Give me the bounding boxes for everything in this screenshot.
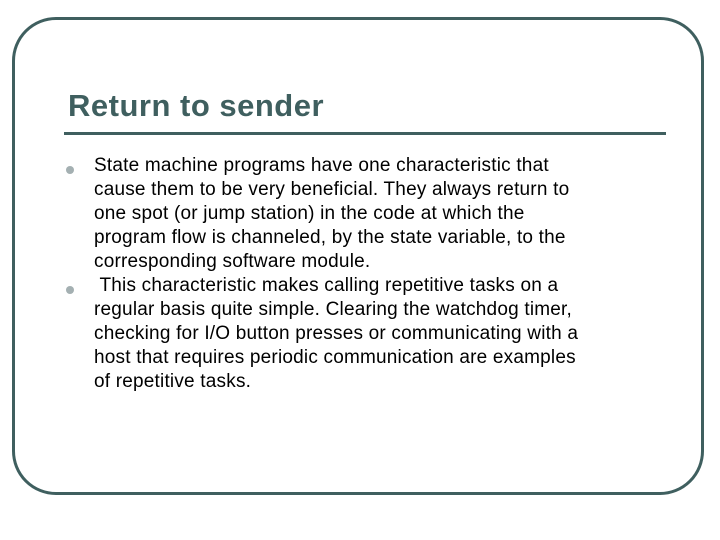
slide-title: Return to sender [68,88,325,123]
bullet-text: This characteristic makes calling repetitive tasks on a regular basis quite simple. Clearing the watchdog timer, checking for I/O button presses or communicating with a host that requires periodic communication are examples of repetitive tasks. [94,275,579,392]
bullet-dot-icon [66,166,74,174]
bullet-list [66,154,656,394]
bullet-item [66,274,656,394]
title-underline [64,132,666,135]
bullet-text: State machine programs have one characteristic that cause them to be very beneficial. They always return to one spot (or jump station) in the code at which the program flow is channeled, by the state variable, to the corresponding software module. [94,155,570,272]
bullet-dot-icon [66,286,74,294]
bullet-item [66,154,656,274]
